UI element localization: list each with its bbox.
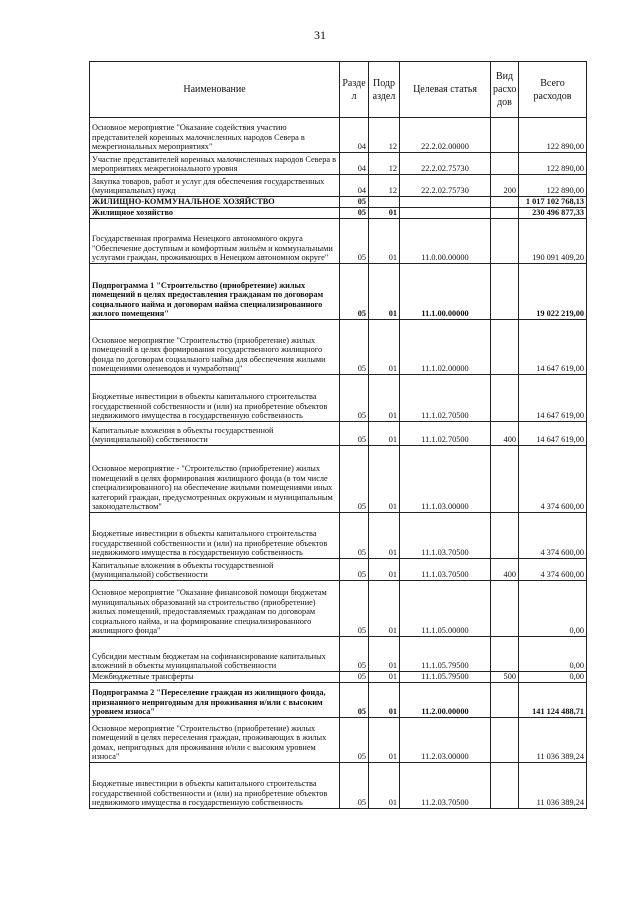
row-expense-type: [491, 763, 519, 809]
row-target-article: 11.2.00.00000: [400, 683, 491, 718]
table-header-row: [90, 62, 587, 118]
row-section: 04: [340, 175, 369, 197]
row-expense-type: 500: [491, 672, 519, 683]
row-section: 04: [340, 153, 369, 175]
row-amount: 0,00: [519, 581, 587, 637]
row-amount: 4 374 600,00: [519, 513, 587, 559]
row-expense-type: [491, 637, 519, 672]
table-row: [90, 219, 587, 264]
row-subsection: 01: [369, 763, 400, 809]
row-target-article: 11.1.05.79500: [400, 637, 491, 672]
row-name: Участие представителей коренных малочисленных народов Севера в мероприятиях межрегионального уровня: [90, 153, 340, 175]
row-amount: 190 091 409,20: [519, 219, 587, 264]
row-name: Основное мероприятие "Оказание содействия участию представителей коренных малочисленных народов Севера в межрегиональных мероприятиях": [90, 118, 340, 153]
row-subsection: 01: [369, 718, 400, 763]
row-amount: 14 647 619,00: [519, 320, 587, 375]
row-target-article: 11.2.03.00000: [400, 718, 491, 763]
table-row: [90, 446, 587, 513]
row-name: Основное мероприятие "Строительство (приобретение) жилых помещений в целях переселения граждан, проживающих в жилых домах, непригодных для проживания и/или с высоким уровнем износа": [90, 718, 340, 763]
row-amount: 122 890,00: [519, 175, 587, 197]
row-subsection: 01: [369, 513, 400, 559]
row-expense-type: [491, 264, 519, 320]
row-amount: 1 017 102 768,13: [519, 197, 587, 208]
row-target-article: 11.1.05.00000: [400, 581, 491, 637]
row-section: 05: [340, 208, 369, 219]
row-subsection: 01: [369, 422, 400, 446]
row-target-article: 11.1.03.70500: [400, 559, 491, 581]
row-section: 05: [340, 672, 369, 683]
row-subsection: 12: [369, 118, 400, 153]
header-expense-type: Вид расхо дов: [491, 62, 519, 118]
row-section: 05: [340, 219, 369, 264]
row-subsection: 12: [369, 153, 400, 175]
table-row: [90, 118, 587, 153]
row-subsection: 01: [369, 375, 400, 422]
row-section: 05: [340, 637, 369, 672]
row-name: ЖИЛИЩНО-КОММУНАЛЬНОЕ ХОЗЯЙСТВО: [90, 197, 340, 208]
table-body: [90, 118, 587, 809]
row-amount: 14 647 619,00: [519, 422, 587, 446]
row-subsection: 01: [369, 672, 400, 683]
row-subsection: 01: [369, 219, 400, 264]
row-subsection: 01: [369, 683, 400, 718]
table-row: [90, 422, 587, 446]
row-target-article: 11.1.02.70500: [400, 375, 491, 422]
row-expense-type: [491, 208, 519, 219]
row-section: 05: [340, 581, 369, 637]
table-row: [90, 208, 587, 219]
row-expense-type: [491, 718, 519, 763]
row-name: Субсидии местным бюджетам на софинансирование капитальных вложений в объекты муниципальной собственности: [90, 637, 340, 672]
row-subsection: [369, 197, 400, 208]
row-name: Основное мероприятие "Оказание финансовой помощи бюджетам муниципальных образований на строительство (приобретение) жилых помещений, предоставляемых гражданам по договорам социального найма, и на формирование специализированного жилищного фонда": [90, 581, 340, 637]
row-subsection: 01: [369, 637, 400, 672]
row-amount: 230 496 877,33: [519, 208, 587, 219]
row-expense-type: 200: [491, 175, 519, 197]
table-row: [90, 718, 587, 763]
row-target-article: 11.1.00.00000: [400, 264, 491, 320]
page-number: 31: [314, 28, 326, 42]
budget-table: [89, 61, 587, 809]
row-amount: 141 124 488,71: [519, 683, 587, 718]
row-expense-type: [491, 446, 519, 513]
row-subsection: 01: [369, 320, 400, 375]
row-name: Подпрограмма 1 "Строительство (приобретение) жилых помещений в целях предоставления гражданам по договорам социального найма и договорам найма специализированного жилого помещения": [90, 264, 340, 320]
row-expense-type: [491, 153, 519, 175]
row-amount: 4 374 600,00: [519, 559, 587, 581]
row-target-article: [400, 197, 491, 208]
row-name: Капитальные вложения в объекты государственной (муниципальной) собственности: [90, 422, 340, 446]
row-section: 05: [340, 718, 369, 763]
row-target-article: 11.1.03.00000: [400, 446, 491, 513]
row-amount: 19 022 219,00: [519, 264, 587, 320]
row-section: 05: [340, 422, 369, 446]
header-section: Разде л: [340, 62, 369, 118]
table-row: [90, 581, 587, 637]
row-subsection: 01: [369, 208, 400, 219]
table-row: [90, 763, 587, 809]
header-total: Всего расходов: [519, 62, 587, 118]
row-name: Бюджетные инвестиции в объекты капитального строительства государственной собственности и (или) на приобретение объектов недвижимого имущества в государственную собственность: [90, 513, 340, 559]
row-name: Жилищное хозяйство: [90, 208, 340, 219]
row-amount: 122 890,00: [519, 153, 587, 175]
row-target-article: 22.2.02.75730: [400, 175, 491, 197]
row-target-article: 11.1.05.79500: [400, 672, 491, 683]
row-target-article: 11.0.00.00000: [400, 219, 491, 264]
row-expense-type: 400: [491, 422, 519, 446]
table-row: [90, 320, 587, 375]
table-row: [90, 375, 587, 422]
row-amount: 4 374 600,00: [519, 446, 587, 513]
row-section: 05: [340, 763, 369, 809]
header-subsection: Подр аздел: [369, 62, 400, 118]
row-target-article: [400, 208, 491, 219]
row-expense-type: 400: [491, 559, 519, 581]
row-amount: 11 036 389,24: [519, 718, 587, 763]
table-row: [90, 637, 587, 672]
table-row: [90, 153, 587, 175]
row-name: Основное мероприятие - "Строительство (приобретение) жилых помещений в целях формирования жилищного фонда (в том числе специализированного) на обеспечение жилыми помещениями иных категорий граждан, предусмотренных окружным и муниципальным законодательством": [90, 446, 340, 513]
row-expense-type: [491, 219, 519, 264]
row-expense-type: [491, 375, 519, 422]
header-target-article: Целевая статья: [400, 62, 491, 118]
row-section: 05: [340, 264, 369, 320]
row-amount: 0,00: [519, 672, 587, 683]
table-row: [90, 197, 587, 208]
row-amount: 0,00: [519, 637, 587, 672]
row-amount: 14 647 619,00: [519, 375, 587, 422]
table-row: [90, 513, 587, 559]
row-section: 05: [340, 559, 369, 581]
row-amount: 122 890,00: [519, 118, 587, 153]
table-row: [90, 559, 587, 581]
row-section: 05: [340, 320, 369, 375]
row-subsection: 01: [369, 446, 400, 513]
table-row: [90, 672, 587, 683]
row-expense-type: [491, 197, 519, 208]
row-section: 05: [340, 446, 369, 513]
row-target-article: 22.2.02.75730: [400, 153, 491, 175]
table-row: [90, 683, 587, 718]
row-name: Основное мероприятие "Строительство (приобретение) жилых помещений в целях формирования государственного жилищного фонда по договорам социального найма для обеспечения жилыми помещениями оленеводов и чумработниц": [90, 320, 340, 375]
row-target-article: 22.2.02.00000: [400, 118, 491, 153]
row-subsection: 12: [369, 175, 400, 197]
row-target-article: 11.1.02.00000: [400, 320, 491, 375]
row-name: Закупка товаров, работ и услуг для обеспечения государственных (муниципальных) нужд: [90, 175, 340, 197]
row-section: 05: [340, 513, 369, 559]
row-section: 05: [340, 683, 369, 718]
row-name: Бюджетные инвестиции в объекты капитального строительства государственной собственности и (или) на приобретение объектов недвижимого имущества в государственную собственность: [90, 375, 340, 422]
row-amount: 11 036 389,24: [519, 763, 587, 809]
row-subsection: 01: [369, 264, 400, 320]
row-subsection: 01: [369, 581, 400, 637]
row-expense-type: [491, 513, 519, 559]
row-name: Капитальные вложения в объекты государственной (муниципальной) собственности: [90, 559, 340, 581]
row-name: Подпрограмма 2 "Переселение граждан из жилищного фонда, признанного непригодным для проживания и/или с высоким уровнем износа": [90, 683, 340, 718]
row-name: Межбюджетные трансферты: [90, 672, 340, 683]
row-expense-type: [491, 581, 519, 637]
table-row: [90, 264, 587, 320]
row-subsection: 01: [369, 559, 400, 581]
row-expense-type: [491, 320, 519, 375]
row-expense-type: [491, 683, 519, 718]
row-name: Бюджетные инвестиции в объекты капитального строительства государственной собственности и (или) на приобретение объектов недвижимого имущества в государственную собственность: [90, 763, 340, 809]
row-expense-type: [491, 118, 519, 153]
row-target-article: 11.1.03.70500: [400, 513, 491, 559]
row-section: 05: [340, 375, 369, 422]
row-target-article: 11.2.03.70500: [400, 763, 491, 809]
row-section: 05: [340, 197, 369, 208]
table-row: [90, 175, 587, 197]
header-name: Наименование: [90, 62, 340, 118]
row-target-article: 11.1.02.70500: [400, 422, 491, 446]
row-name: Государственная программа Ненецкого автономного округа "Обеспечение доступным и комфортным жильём и коммунальными услугами граждан, проживающих в Ненецком автономном округе": [90, 219, 340, 264]
row-section: 04: [340, 118, 369, 153]
